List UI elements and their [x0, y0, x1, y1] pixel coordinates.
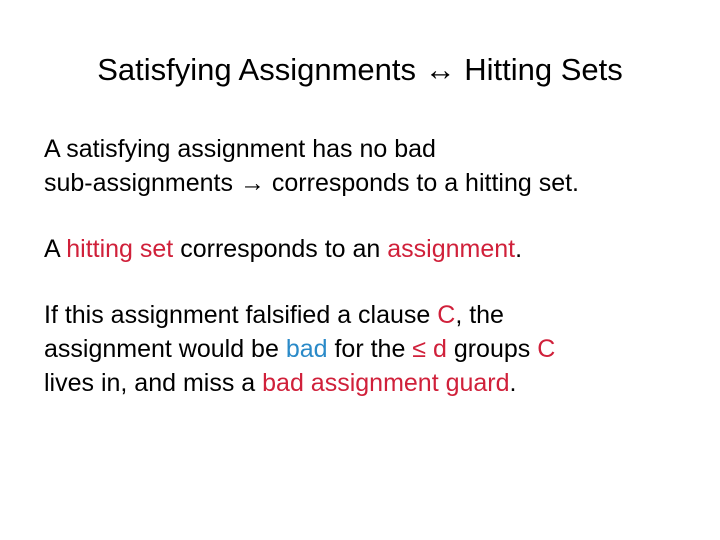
text-segment: for the [327, 335, 413, 363]
text-segment: corresponds to an [173, 235, 388, 263]
paragraph-satisfying-assignment [44, 132, 694, 200]
highlight-hitting-set: hitting set [66, 235, 174, 263]
slide-body [44, 132, 694, 432]
text-segment: , the [455, 301, 504, 329]
text-segment: groups [446, 335, 538, 363]
text-segment: If this assignment falsified a clause [44, 301, 438, 329]
highlight-assignment: assignment [387, 235, 516, 263]
highlight-bad: bad [285, 335, 328, 363]
text-segment: A [44, 235, 67, 263]
highlight-groups-c: C [537, 335, 556, 363]
slide-title: Satisfying Assignments ↔ Hitting Sets [97, 52, 623, 87]
highlight-bad-assignment-guard: bad assignment guard [262, 369, 510, 397]
text-segment: corresponds to a hitting set. [264, 169, 579, 197]
text-segment: sub-assignments [44, 169, 240, 197]
text-segment: assignment would be [44, 335, 286, 363]
highlight-le-d: ≤ d [412, 335, 447, 363]
text-segment: . [509, 369, 517, 397]
paragraph-falsified-clause [44, 298, 694, 400]
highlight-clause-c: C [437, 301, 456, 329]
paragraph-hitting-set [44, 232, 694, 266]
text-segment: A satisfying assignment has no bad [44, 135, 436, 163]
text-segment: lives in, and miss a [44, 369, 263, 397]
right-arrow-icon: → [239, 169, 265, 197]
text-segment: . [515, 235, 523, 263]
